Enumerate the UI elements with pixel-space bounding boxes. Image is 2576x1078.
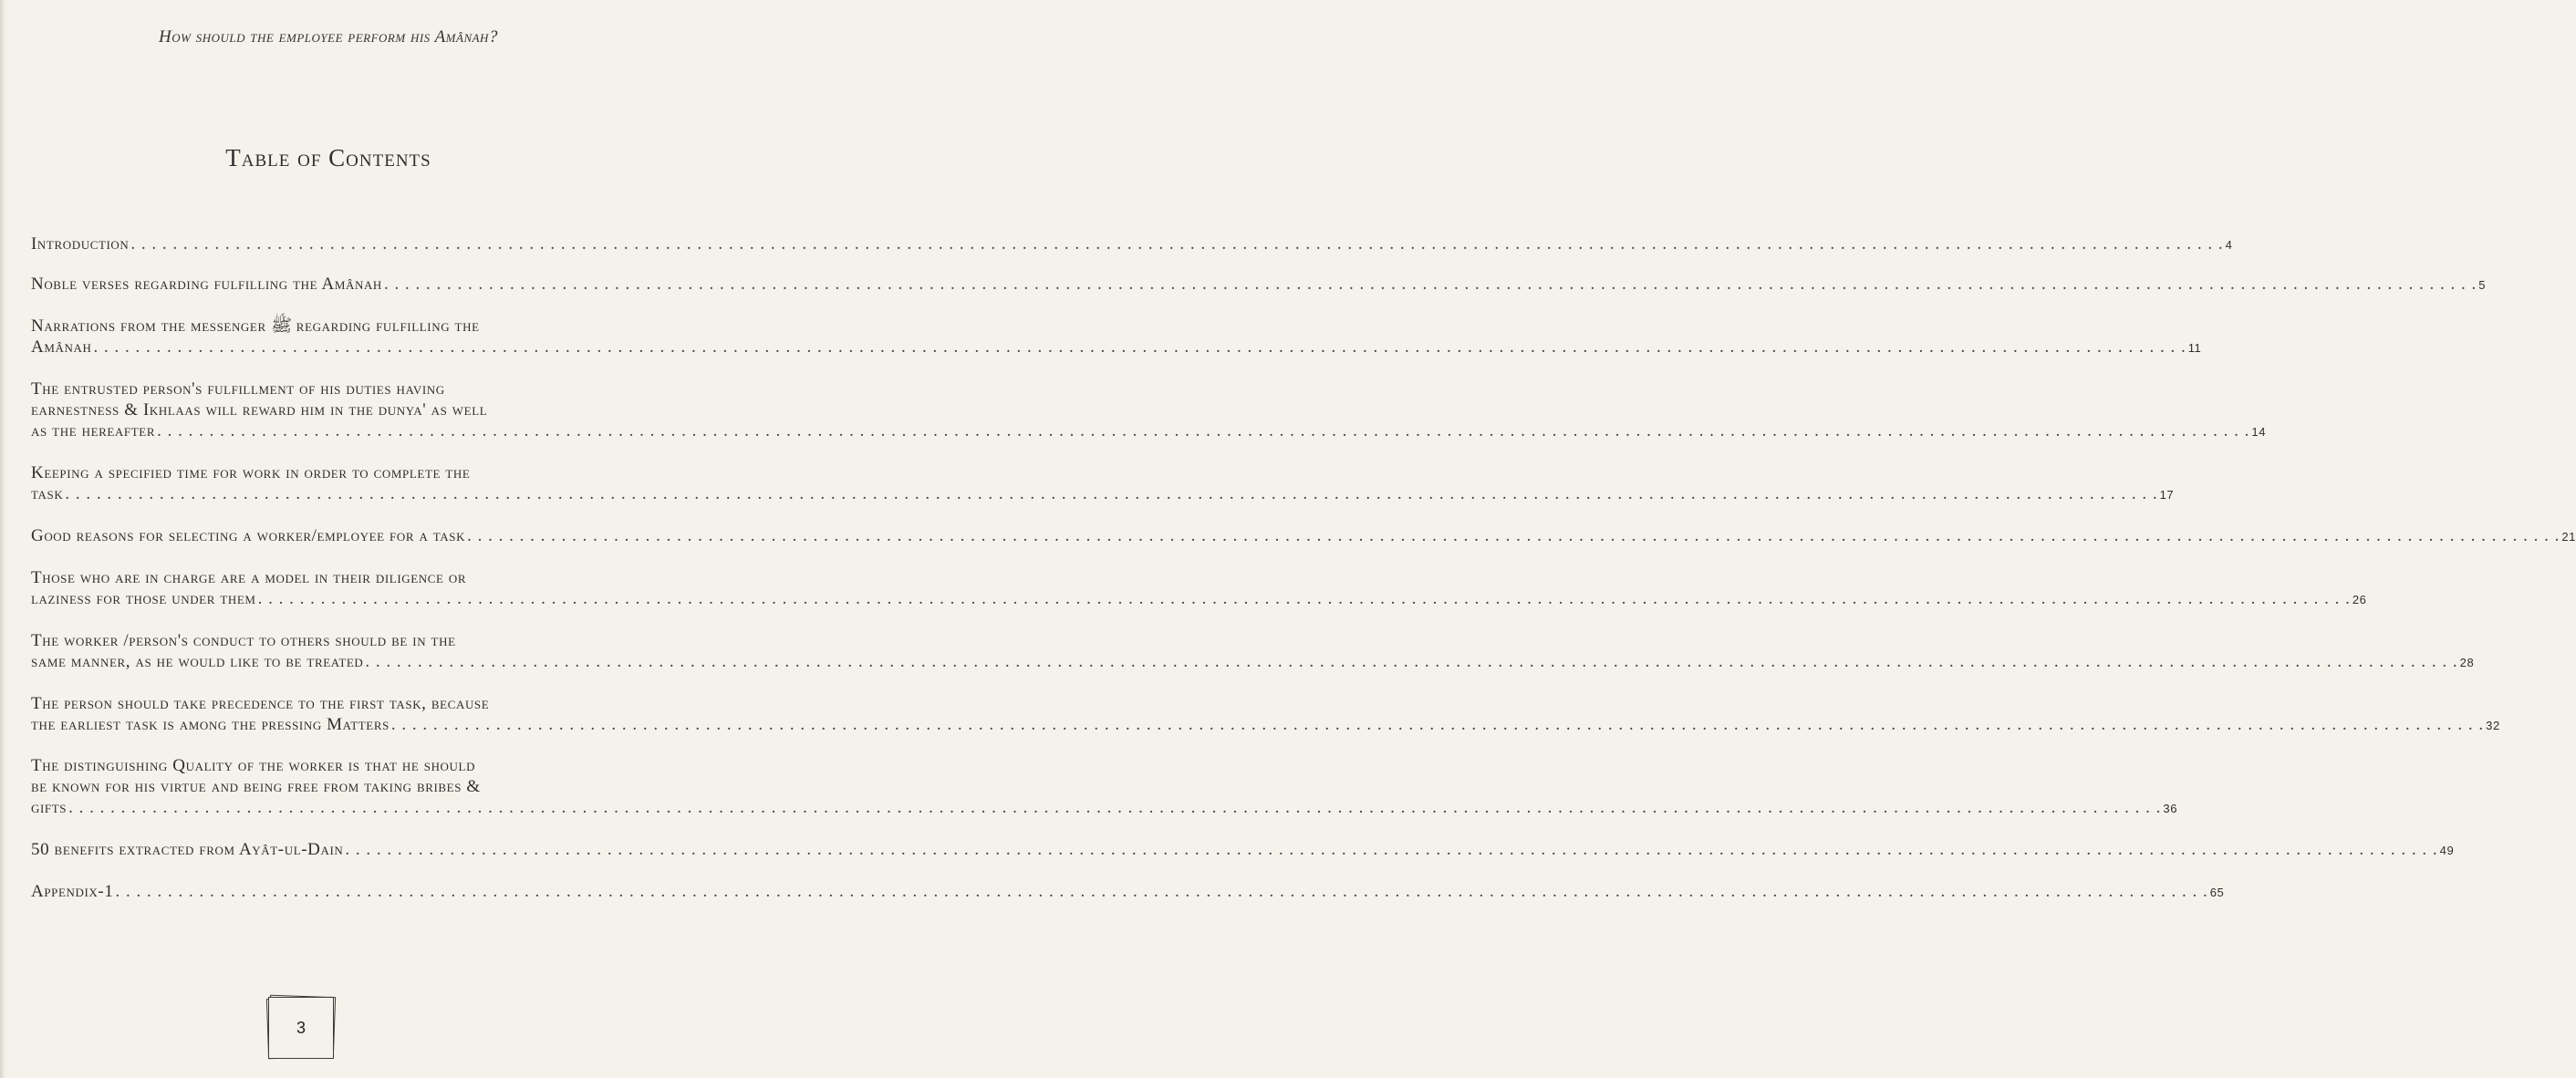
dot-leader: . . . . . . . . . . . . . . . . . . . . . . . . . . . . . . . . . . . . . . . . . . . . . . . . . . . . . . . . . . . . . . . . . . . . . . . . . . . . . . . . . . . . . . . . . . . . . . . . . . . . . . . . . . . . . . . . . . . . . . . . . . . . . . . . . . . . . . . . . . . . . . . . . . . . . . . . . . . . . . . . . . . . . . . . . . . . . . . . . . . . . . . . . . . . . . . . . . . . . . . .: [383, 275, 2477, 294]
toc-entry-text-line: Narrations from the messenger ﷺ regarding fulfilling the: [31, 316, 480, 336]
dot-leader: . . . . . . . . . . . . . . . . . . . . . . . . . . . . . . . . . . . . . . . . . . . . . . . . . . . . . . . . . . . . . . . . . . . . . . . . . . . . . . . . . . . . . . . . . . . . . . . . . . . . . . . . . . . . . . . . . . . . . . . . . . . . . . . . . . . . . . . . . . . . . . . . . . . . . . . . . . . . . . . . . . . . . . . . . . . . . . . . . . . . . . . . . . . . . . . . . . . . . . . .: [365, 652, 2458, 671]
toc-entry-page-number: 26: [2352, 593, 2367, 606]
toc-entry-title: Introduction: [31, 234, 130, 254]
toc-entry-title: as the hereafter: [31, 421, 156, 441]
toc-entry-page-number: 17: [2159, 488, 2175, 502]
dot-leader: . . . . . . . . . . . . . . . . . . . . . . . . . . . . . . . . . . . . . . . . . . . . . . . . . . . . . . . . . . . . . . . . . . . . . . . . . . . . . . . . . . . . . . . . . . . . . . . . . . . . . . . . . . . . . . . . . . . . . . . . . . . . . . . . . . . . . . . . . . . . . . . . . . . . . . . . . . . . . . . . . . . . . . . . . . . . . . . . . . . . . . . . . . . . . . . . . . . . . . . .: [257, 589, 2351, 608]
page-number-box: [265, 994, 337, 1062]
toc-entry[interactable]: [31, 378, 2267, 442]
toc-entry-page-number: 11: [2187, 341, 2202, 355]
toc-entry-page-number: 65: [2209, 886, 2225, 899]
toc-entry-title: Good reasons for selecting a worker/employee for a task: [31, 526, 466, 545]
toc-entry-title: task: [31, 484, 64, 503]
toc-entry[interactable]: [31, 233, 2233, 255]
dot-leader: . . . . . . . . . . . . . . . . . . . . . . . . . . . . . . . . . . . . . . . . . . . . . . . . . . . . . . . . . . . . . . . . . . . . . . . . . . . . . . . . . . . . . . . . . . . . . . . . . . . . . . . . . . . . . . . . . . . . . . . . . . . . . . . . . . . . . . . . . . . . . . . . . . . . . . . . . . . . . . . . . . . . . . . . . . . . . . . . . . . . . . . . . . . . . . . . . . . . . . . .: [68, 798, 2162, 817]
toc-entry-page-number: 21: [2561, 530, 2576, 544]
toc-entry-text-line: be known for his virtue and being free from taking bribes &: [31, 777, 481, 796]
toc-entry-text-line: The entrusted person's fulfillment of his duties having: [31, 379, 445, 399]
toc-entry-title: Amânah: [31, 337, 92, 357]
toc-entry-text-line: earnestness & Ikhlaas will reward him in the dunya' as well: [31, 400, 488, 420]
toc-entry-text-line: Keeping a specified time for work in order to complete the: [31, 463, 471, 482]
toc-entry-title: same manner, as he would like to be treated: [31, 652, 364, 671]
toc-entry-page-number: 49: [2439, 844, 2455, 857]
toc-entry-text-line: Those who are in charge are a model in their diligence or: [31, 568, 467, 587]
toc-entry[interactable]: [31, 462, 2175, 505]
dot-leader: . . . . . . . . . . . . . . . . . . . . . . . . . . . . . . . . . . . . . . . . . . . . . . . . . . . . . . . . . . . . . . . . . . . . . . . . . . . . . . . . . . . . . . . . . . . . . . . . . . . . . . . . . . . . . . . . . . . . . . . . . . . . . . . . . . . . . . . . . . . . . . . . . . . . . . . . . . . . . . . . . . . . . . . . . . . . . . . . . . . . . . . . . . . . . . . . . . . . . . . .: [93, 337, 2186, 357]
page-box-frame: [268, 997, 334, 1059]
dot-leader: . . . . . . . . . . . . . . . . . . . . . . . . . . . . . . . . . . . . . . . . . . . . . . . . . . . . . . . . . . . . . . . . . . . . . . . . . . . . . . . . . . . . . . . . . . . . . . . . . . . . . . . . . . . . . . . . . . . . . . . . . . . . . . . . . . . . . . . . . . . . . . . . . . . . . . . . . . . . . . . . . . . . . . . . . . . . . . . . . . . . . . . . . . . . . . . . . . . . . . . .: [345, 840, 2438, 859]
toc-entry-page-number: 5: [2478, 278, 2487, 292]
dot-leader: . . . . . . . . . . . . . . . . . . . . . . . . . . . . . . . . . . . . . . . . . . . . . . . . . . . . . . . . . . . . . . . . . . . . . . . . . . . . . . . . . . . . . . . . . . . . . . . . . . . . . . . . . . . . . . . . . . . . . . . . . . . . . . . . . . . . . . . . . . . . . . . . . . . . . . . . . . . . . . . . . . . . . . . . . . . . . . . . . . . . . . . . . . . . . . . . . . . . . . . .: [115, 882, 2208, 901]
toc-entry-title: gifts: [31, 798, 68, 817]
toc-entry-title: the earliest task is among the pressing Matters: [31, 715, 390, 734]
toc-entry[interactable]: [31, 693, 2500, 736]
toc-entry-page-number: 14: [2251, 425, 2267, 439]
toc-entry[interactable]: [31, 839, 2455, 861]
toc-entry[interactable]: [31, 274, 2487, 295]
toc-entry-page-number: 4: [2225, 238, 2233, 252]
toc-entry[interactable]: [31, 316, 2202, 358]
toc-entry[interactable]: [31, 567, 2367, 610]
toc-entry-page-number: 32: [2486, 719, 2500, 732]
toc-entry-page-number: 28: [2459, 656, 2475, 669]
toc-entry-text-line: The distinguishing Quality of the worker is that he should: [31, 756, 476, 775]
toc-entry[interactable]: [31, 755, 2178, 819]
toc-entry[interactable]: [31, 881, 2225, 903]
toc-entry-text-line: The person should take precedence to the first task, because: [31, 694, 490, 713]
toc-entry-title: laziness for those under them: [31, 589, 256, 608]
toc-entry-title: Noble verses regarding fulfilling the Amânah: [31, 275, 382, 294]
toc-title: Table of Contents: [225, 144, 431, 171]
dot-leader: . . . . . . . . . . . . . . . . . . . . . . . . . . . . . . . . . . . . . . . . . . . . . . . . . . . . . . . . . . . . . . . . . . . . . . . . . . . . . . . . . . . . . . . . . . . . . . . . . . . . . . . . . . . . . . . . . . . . . . . . . . . . . . . . . . . . . . . . . . . . . . . . . . . . . . . . . . . . . . . . . . . . . . . . . . . . . . . . . . . . . . . . . . . . . . . . . . . . . . . .: [390, 715, 2485, 734]
toc-entry-page-number: 36: [2163, 802, 2178, 815]
toc-entry-title: 50 benefits extracted from Ayât-ul-Dain: [31, 840, 344, 859]
dot-leader: . . . . . . . . . . . . . . . . . . . . . . . . . . . . . . . . . . . . . . . . . . . . . . . . . . . . . . . . . . . . . . . . . . . . . . . . . . . . . . . . . . . . . . . . . . . . . . . . . . . . . . . . . . . . . . . . . . . . . . . . . . . . . . . . . . . . . . . . . . . . . . . . . . . . . . . . . . . . . . . . . . . . . . . . . . . . . . . . . . . . . . . . . . . . . . . . . . . . . . . .: [467, 526, 2560, 545]
toc-entry-text-line: The worker /person's conduct to others should be in the: [31, 631, 456, 650]
running-head: How should the employee perform his Amânah?: [159, 27, 498, 47]
toc-entry[interactable]: [31, 525, 2576, 547]
page-number: 3: [296, 1018, 306, 1037]
dot-leader: . . . . . . . . . . . . . . . . . . . . . . . . . . . . . . . . . . . . . . . . . . . . . . . . . . . . . . . . . . . . . . . . . . . . . . . . . . . . . . . . . . . . . . . . . . . . . . . . . . . . . . . . . . . . . . . . . . . . . . . . . . . . . . . . . . . . . . . . . . . . . . . . . . . . . . . . . . . . . . . . . . . . . . . . . . . . . . . . . . . . . . . . . . . . . . . . . . . . . . . .: [65, 484, 2158, 503]
dot-leader: . . . . . . . . . . . . . . . . . . . . . . . . . . . . . . . . . . . . . . . . . . . . . . . . . . . . . . . . . . . . . . . . . . . . . . . . . . . . . . . . . . . . . . . . . . . . . . . . . . . . . . . . . . . . . . . . . . . . . . . . . . . . . . . . . . . . . . . . . . . . . . . . . . . . . . . . . . . . . . . . . . . . . . . . . . . . . . . . . . . . . . . . . . . . . . . . . . . . . . . .: [157, 421, 2250, 441]
dot-leader: . . . . . . . . . . . . . . . . . . . . . . . . . . . . . . . . . . . . . . . . . . . . . . . . . . . . . . . . . . . . . . . . . . . . . . . . . . . . . . . . . . . . . . . . . . . . . . . . . . . . . . . . . . . . . . . . . . . . . . . . . . . . . . . . . . . . . . . . . . . . . . . . . . . . . . . . . . . . . . . . . . . . . . . . . . . . . . . . . . . . . . . . . . . . . . . . . . . . . . . .: [130, 234, 2224, 254]
toc-entry[interactable]: [31, 630, 2475, 673]
toc-entry-title: Appendix-1: [31, 882, 114, 901]
